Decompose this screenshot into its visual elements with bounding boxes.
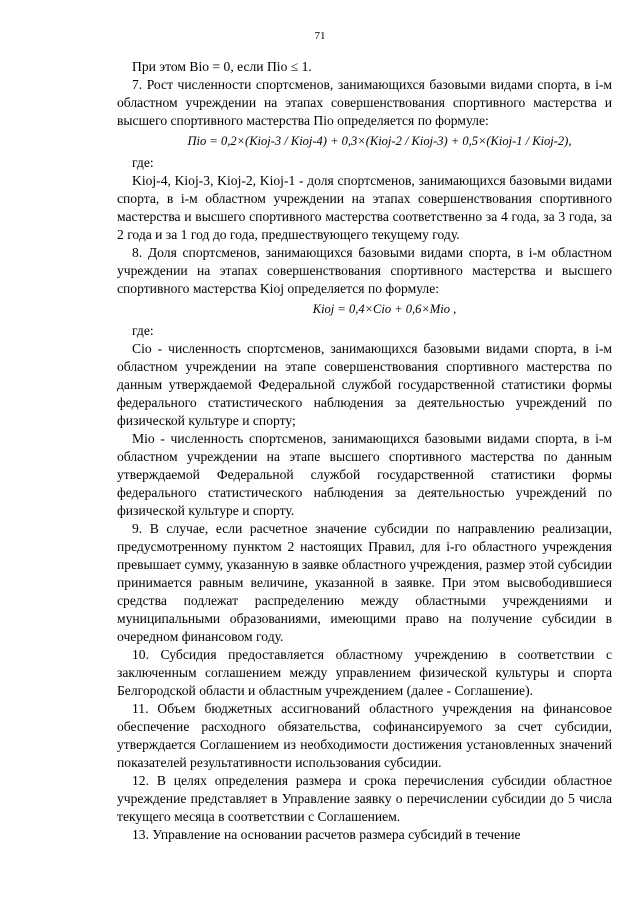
document-body: [117, 58, 612, 844]
formula-growth: Пio = 0,2×(Kioj-3 / Kioj-4) + 0,3×(Kioj-2 / Kioj-3) + 0,5×(Kioj-1 / Kioj-2),: [187, 134, 572, 148]
page-number: 71: [314, 30, 326, 42]
paragraph-13: 13. Управление на основании расчетов размера субсидий в течение: [132, 827, 521, 842]
paragraph-10: 10. Субсидия предоставляется областному учреждению в соответствии с заключенным соглашением между управлением физической культуры и спорта Белгородской области и областным учреждением (далее - Соглашение).: [117, 647, 612, 698]
paragraph-condition: При этом Bio = 0, если Пio ≤ 1.: [132, 59, 312, 74]
where-label-1: где:: [132, 155, 154, 170]
definition-m: Mio - численность спортсменов, занимающихся базовыми видами спорта, в i-м областном учреждении на этапе высшего спортивного мастерства по данным утверждаемой Федеральной службой государственной статистики формы федерального статистического наблюдения за деятельностью учреждений по физической культуре и спорту.: [117, 431, 612, 518]
paragraph-7: 7. Рост численности спортсменов, занимающихся базовыми видами спорта, в i-м областном учреждении на этапах совершенствования спортивного мастерства и высшего спортивного мастерства Пio определяется по формуле:: [117, 77, 612, 128]
paragraph-11: 11. Объем бюджетных ассигнований областного учреждения на финансовое обеспечение расходного обязательства, софинансируемого за счет субсидии, утверждается Соглашением из необходимости достижения установленных значений показателей результативности использования субсидии.: [117, 701, 612, 770]
paragraph-12: 12. В целях определения размера и срока перечисления субсидии областное учреждение представляет в Управление заявку о перечислении субсидии до 5 числа текущего месяца в соответствии с Соглашением.: [117, 773, 612, 824]
where-label-2: где:: [132, 323, 154, 338]
definition-c: Cio - численность спортсменов, занимающихся базовыми видами спорта, в i-м областном учреждении на этапе совершенствования спортивного мастерства по данным утверждаемой Федеральной службой государственной статистики формы федерального статистического наблюдения за деятельностью учреждений по физической культуре и спорту;: [117, 341, 612, 428]
paragraph-8: 8. Доля спортсменов, занимающихся базовыми видами спорта, в i-м областном учреждении на этапах совершенствования спортивного мастерства и высшего спортивного мастерства Kioj определяется по формуле:: [117, 245, 612, 296]
formula-share: Kioj = 0,4×Cio + 0,6×Mio ,: [312, 302, 457, 316]
paragraph-9: 9. В случае, если расчетное значение субсидии по направлению реализации, предусмотренному пунктом 2 настоящих Правил, для i-го областного учреждения превышает сумму, указанную в заявке областного учреждения, размер этой субсидии принимается равным величине, указанной в заявке. При этом высвободившиеся средства подлежат распределению между областными учреждениями и муниципальными образованиями, имеющими право на получение субсидии в очередном финансовом году.: [117, 521, 612, 644]
paragraph-7-definition: Kioj-4, Kioj-3, Kioj-2, Kioj-1 - доля спортсменов, занимающихся базовыми видами спорта, в i-м областном учреждении на этапах совершенствования спортивного мастерства и высшего спортивного мастерства соответственно за 4 года, за 3 года, за 2 года и за 1 год до года, предшествующего текущему году.: [117, 173, 612, 242]
